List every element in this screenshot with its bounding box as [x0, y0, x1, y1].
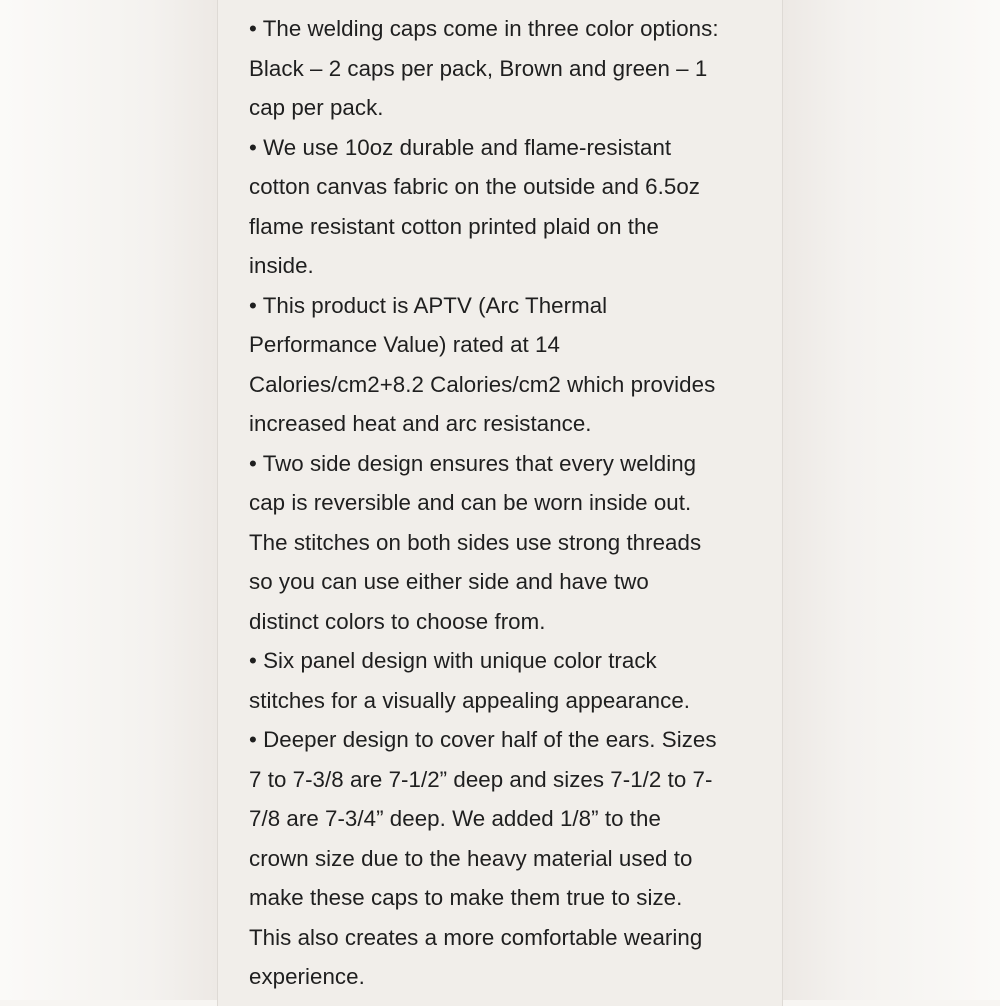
- description-line: • Two side design ensures that every welding: [249, 450, 697, 476]
- description-line: • The welding caps come in three color options:: [249, 16, 719, 41]
- description-line: cap per pack.: [249, 95, 384, 120]
- description-line: • This product is APTV (Arc Thermal: [249, 292, 608, 318]
- description-line: • We use 10oz durable and flame-resistant: [249, 134, 672, 160]
- description-line: This also creates a more comfortable wearing: [249, 924, 703, 950]
- description-line: Calories/cm2+8.2 Calories/cm2 which provides: [249, 371, 716, 397]
- description-line: cotton canvas fabric on the outside and 6.5oz: [249, 174, 700, 199]
- description-line: increased heat and arc resistance.: [249, 411, 592, 436]
- description-line: so you can use either side and have two: [249, 569, 649, 594]
- description-line: experience.: [249, 964, 365, 989]
- product-description-text: [249, 9, 769, 997]
- description-line: crown size due to the heavy material used to: [249, 845, 693, 871]
- description-line: cap is reversible and can be worn inside out.: [249, 490, 692, 515]
- description-line: Performance Value) rated at 14: [249, 332, 560, 357]
- description-line: make these caps to make them true to size.: [249, 885, 683, 910]
- description-line: distinct colors to choose from.: [249, 608, 546, 634]
- description-line: The stitches on both sides use strong threads: [249, 529, 702, 555]
- description-line: • Six panel design with unique color track: [249, 648, 657, 673]
- description-line: stitches for a visually appealing appearance.: [249, 687, 691, 713]
- description-line: flame resistant cotton printed plaid on the: [249, 213, 659, 239]
- product-description-panel: [217, 0, 783, 1006]
- description-line: inside.: [249, 253, 314, 278]
- description-line: • Deeper design to cover half of the ears. Sizes: [249, 727, 717, 752]
- description-line: Black – 2 caps per pack, Brown and green – 1: [249, 55, 708, 81]
- description-line: 7/8 are 7-3/4” deep. We added 1/8” to the: [249, 806, 661, 831]
- description-line: 7 to 7-3/8 are 7-1/2” deep and sizes 7-1/2 to 7-: [249, 766, 713, 792]
